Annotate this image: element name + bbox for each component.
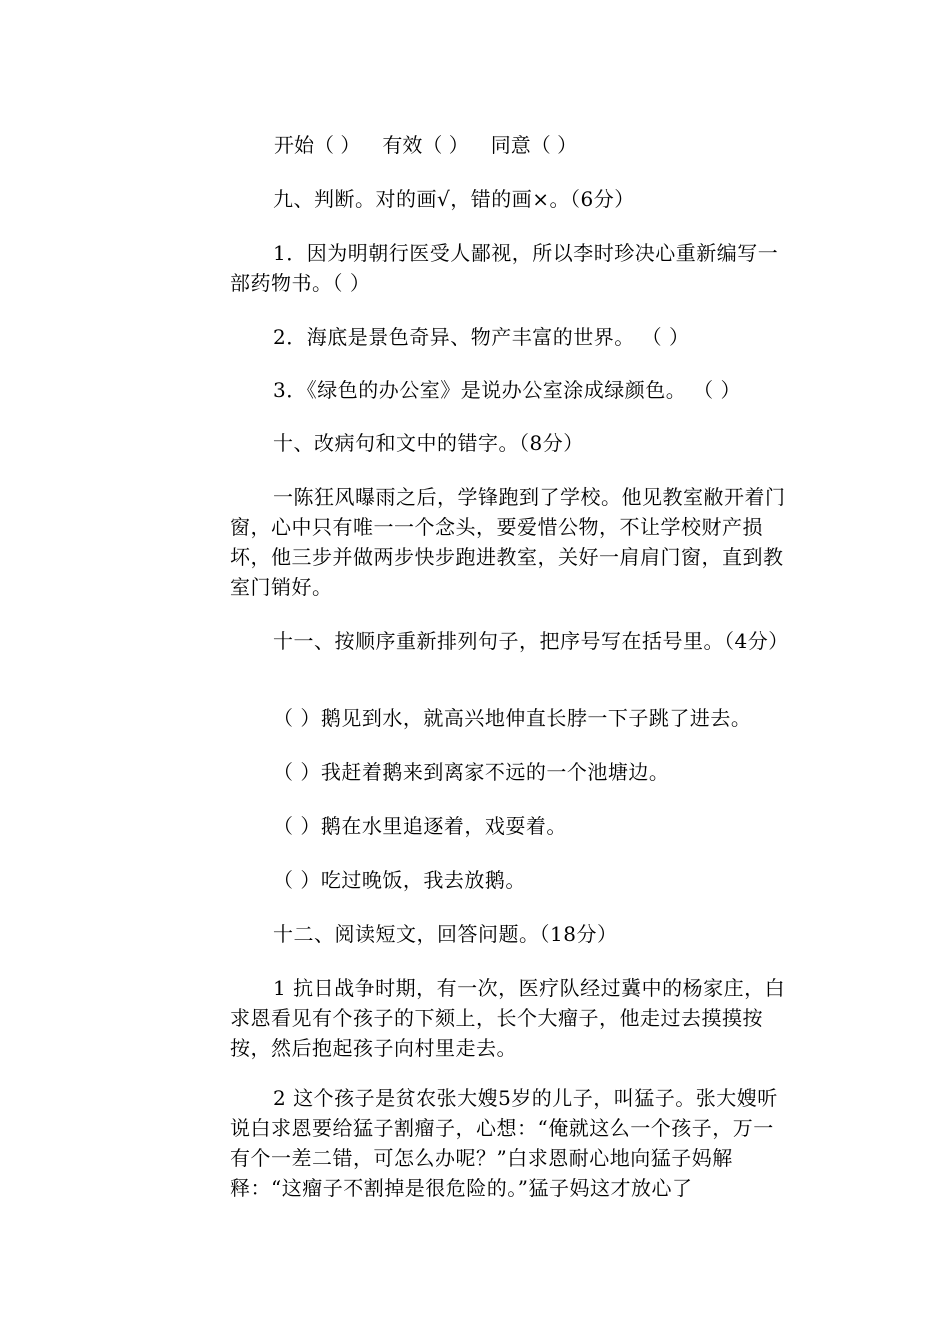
section11-heading: 十一、按顺序重新排列句子，把序号写在括号里。（4分）: [273, 629, 789, 653]
option-agree: 同意（ ）: [490, 133, 578, 157]
section12-heading: 十二、阅读短文，回答问题。（18分）: [273, 922, 618, 946]
section10-passage: 一陈狂风曝雨之后，学锋跑到了学校。他见教室敝开着门窗，心中只有唯一一个念头，要爱惜公物，不让学校财产损坏，他三步并做两步快步跑进教室，关好一肩肩门窗，直到教室门销好。: [230, 485, 786, 599]
top-options-line: [274, 130, 577, 160]
section9-heading: 九、判断。对的画√，错的画×。（6分）: [273, 187, 635, 211]
section12-paragraph-2: 2 这个孩子是贫农张大嫂5岁的儿子，叫猛子。张大嫂听说白求恩要给猛子割瘤子，心想：“俺就这么一个孩子，万一有个一差二错，可怎么办呢？”白求恩耐心地向猛子妈解释：“这瘤子不割掉是很危险的。”猛子妈这才放心了: [230, 1086, 778, 1200]
section11-item-3: （ ）鹅在水里追逐着，戏耍着。: [273, 814, 567, 838]
section9-item-2: 2．海底是景色奇异、物产丰富的世界。 （ ）: [273, 325, 690, 349]
section11-item-2: （ ）我赶着鹅来到离家不远的一个池塘边。: [273, 760, 670, 784]
section9-item-3: 3．《绿色的办公室》是说办公室涂成绿颜色。 （ ）: [273, 378, 741, 402]
section10-heading: 十、改病句和文中的错字。（8分）: [273, 431, 584, 455]
section12-paragraph-1: 1 抗日战争时期，有一次，医疗队经过冀中的杨家庄，白求恩看见有个孩子的下颏上，长个大瘤子，他走过去摸摸按按，然后抱起孩子向村里走去。: [230, 976, 786, 1060]
section11-item-4: （ ）吃过晚饭，我去放鹅。: [273, 868, 526, 892]
section11-item-1: （ ）鹅见到水，就高兴地伸直长脖一下子跳了进去。: [273, 706, 752, 730]
section9-item-1: 1．因为明朝行医受人鄙视，所以李时珍决心重新编写一部药物书。（ ）: [230, 241, 779, 295]
option-start: 开始（ ）: [274, 133, 361, 157]
option-valid: 有效（ ）: [382, 133, 469, 157]
